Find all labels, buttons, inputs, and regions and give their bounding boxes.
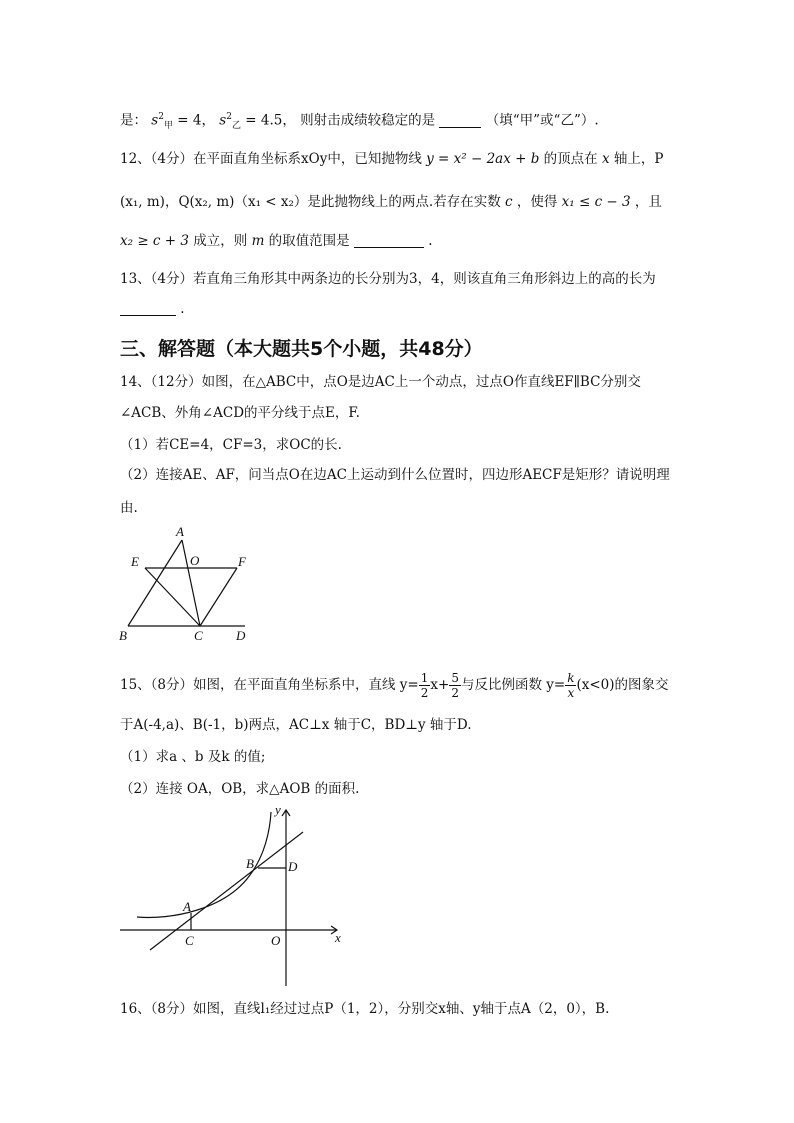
q12-line3 bbox=[120, 232, 433, 250]
q15-line4: （2）连接 OA，OB，求△AOB 的面积. bbox=[120, 781, 360, 797]
q13-line2 bbox=[120, 300, 185, 318]
q11-question-text: 则射击成绩较稳定的是 bbox=[300, 112, 436, 129]
frac2-num: 5 bbox=[451, 671, 459, 685]
section-heading-3: 三、解答题（本大题共5个小题，共48分） bbox=[120, 338, 483, 360]
q15-text-b: x+ bbox=[430, 677, 450, 693]
label-a: A bbox=[176, 524, 184, 539]
q12-text-shide: ，使得 bbox=[516, 194, 558, 210]
q11-prefix: 是： bbox=[120, 112, 147, 129]
frac3-num: k bbox=[567, 671, 575, 685]
q12-x-var: x bbox=[601, 151, 610, 167]
variance-sub-jia: 甲 bbox=[163, 121, 173, 132]
q11-tail-line: 是： $s^2_甲 = 4$， $s^2_乙 = 4.5$， 则射击成绩较稳定的是 （填“甲”或“乙”）. bbox=[120, 112, 599, 132]
label-e: E bbox=[131, 554, 139, 569]
q15-text-a: 15、（8分）如图，在平面直角坐标系中，直线 y= bbox=[120, 677, 419, 693]
q13-line1 bbox=[120, 270, 656, 288]
label-b: B bbox=[246, 856, 254, 871]
q15-text-c: 与反比例函数 y= bbox=[460, 677, 566, 693]
q12-period: . bbox=[428, 233, 433, 249]
q13-period: . bbox=[180, 301, 185, 317]
answer-blank-q13[interactable] bbox=[120, 301, 176, 316]
q14-triangle-figure bbox=[110, 520, 270, 645]
q12-text-qie: ，且 bbox=[634, 194, 662, 210]
q11-suffix: （填“甲”或“乙”）. bbox=[485, 112, 599, 129]
q12-line2 bbox=[120, 193, 662, 211]
q15-line2: 于A(-4,a)、B(-1，b)两点，AC⊥x 轴于C，BD⊥y 轴于D. bbox=[120, 717, 472, 733]
q14-line4: （2）连接AE、AF，问当点O在边AC上运动到什么位置时，四边形AECF是矩形？请说明理 bbox=[120, 467, 670, 483]
frac2-den: 2 bbox=[451, 686, 459, 700]
label-a: A bbox=[183, 899, 191, 914]
q15-line1 bbox=[120, 670, 669, 700]
q12-inequality-1: x₁ ≤ c − 3 bbox=[561, 194, 631, 210]
frac1-num: 1 bbox=[420, 671, 429, 685]
q14-line2: ∠ACB、外角∠ACD的平分线于点E，F. bbox=[120, 405, 360, 421]
label-o: O bbox=[190, 553, 200, 568]
segment-ba bbox=[128, 540, 182, 626]
segment-ec bbox=[145, 568, 200, 626]
answer-blank-q12[interactable] bbox=[354, 233, 424, 248]
label-d: D bbox=[236, 628, 246, 643]
q14-line3: （1）若CE=4，CF=3，求OC的长. bbox=[120, 437, 342, 453]
label-o: O bbox=[271, 933, 281, 948]
q14-line1: 14、（12分）如图，在△ABC中，点O是边AC上一个动点，过点O作直线EF∥BC分别交 bbox=[120, 374, 641, 390]
parabola-formula: y = x² − 2ax + b bbox=[426, 151, 540, 167]
q12-text-a: 12、（4分）在平面直角坐标系xOy中，已知抛物线 bbox=[120, 151, 422, 167]
label-x: x bbox=[335, 930, 341, 945]
variance-symbol-yi: s bbox=[219, 112, 227, 129]
q12-text-range: 的取值范围是 bbox=[268, 233, 350, 249]
q12-text-c: 轴上，P bbox=[613, 151, 664, 167]
q12-text-b: 的顶点在 bbox=[543, 151, 598, 167]
fraction-one-half bbox=[419, 671, 431, 700]
fraction-five-half bbox=[449, 671, 461, 700]
variance-value-yi: = 4.5， bbox=[245, 112, 296, 129]
label-f: F bbox=[238, 554, 246, 569]
q15-text-d: (x<0)的图象交 bbox=[576, 677, 669, 693]
q12-m-var: m bbox=[251, 233, 265, 249]
q12-c-var: c bbox=[505, 194, 513, 210]
frac1-den: 2 bbox=[420, 686, 429, 700]
label-y: y bbox=[275, 802, 281, 817]
q15-line3: （1）求a 、b 及k 的值; bbox=[120, 749, 266, 765]
q16-line1: 16、（8分）如图，直线l₁经过过点P（1，2），分别交x轴、y轴于点A（2，0），B. bbox=[120, 1001, 610, 1017]
variance-value-jia: = 4， bbox=[177, 112, 215, 129]
variance-symbol-jia: s bbox=[151, 112, 159, 129]
label-c: C bbox=[194, 628, 203, 643]
label-b: B bbox=[119, 628, 127, 643]
q15-coordinate-figure bbox=[115, 800, 355, 990]
q12-points-text: (x₁, m)，Q(x₂, m)（x₁ < x₂）是此抛物线上的两点.若存在实数 bbox=[120, 194, 501, 210]
label-c: C bbox=[185, 933, 194, 948]
q12-text-chengli: 成立，则 bbox=[193, 233, 248, 249]
segment-fc bbox=[200, 568, 237, 626]
answer-blank-q11[interactable] bbox=[439, 113, 481, 128]
q12-line1 bbox=[120, 150, 663, 168]
q14-line5: 由. bbox=[120, 500, 138, 516]
fraction-k-over-x bbox=[565, 671, 576, 700]
q13-text: 13、（4分）若直角三角形其中两条边的长分别为3，4，则该直角三角形斜边上的高的长为 bbox=[120, 271, 656, 287]
label-d: D bbox=[288, 859, 298, 874]
frac3-den: x bbox=[567, 686, 575, 700]
variance-sub-yi: 乙 bbox=[231, 121, 241, 132]
q12-inequality-2: x₂ ≥ c + 3 bbox=[120, 233, 189, 249]
